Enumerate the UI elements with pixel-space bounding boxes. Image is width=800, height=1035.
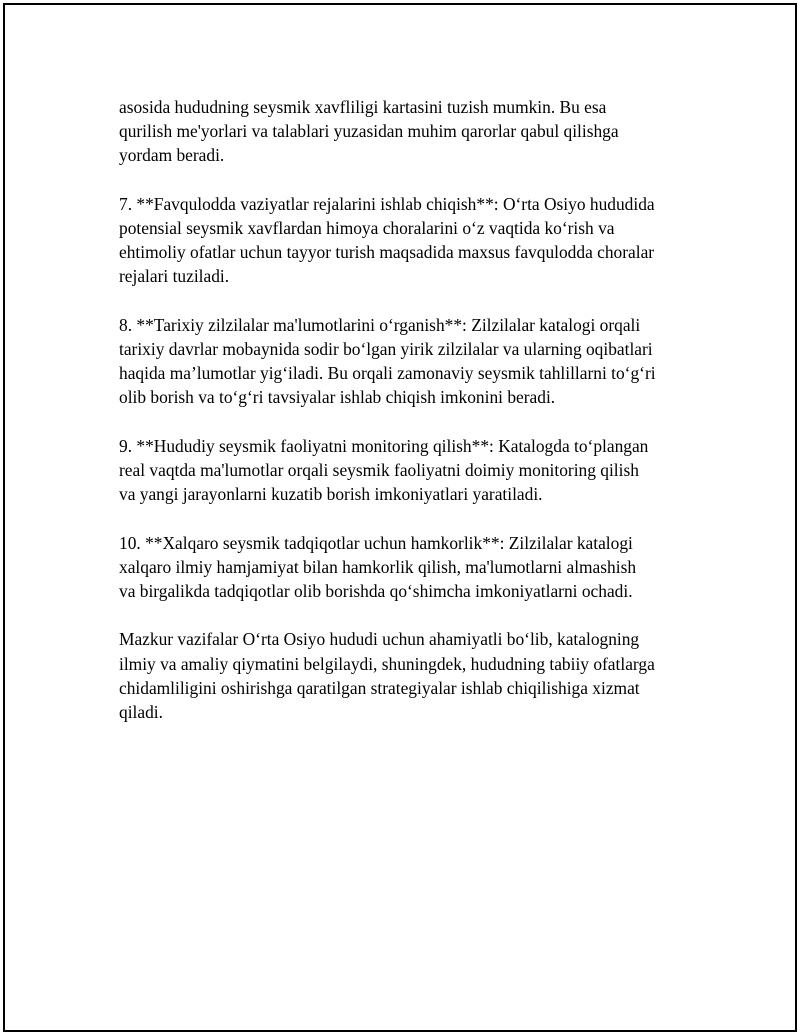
- paragraph-item-9: 9. **Hududiy seysmik faoliyatni monitoring qilish**: Katalogda to‘plangan real vaqtda ma'lumotlar orqali seysmik faoliyatni doimiy monitoring qilish va yangi jarayonlarni kuzatib borish imkoniyatlari yaratiladi.: [119, 435, 649, 505]
- paragraph-item-7: 7. **Favqulodda vaziyatlar rejalarini ishlab chiqish**: O‘rta Osiyo hududida potensial seysmik xavflardan himoya choralarini o‘z vaqtida ko‘rish va ehtimoliy ofatlar uchun tayyor turish maqsadida maxsus favqulodda choralar rejalari tuziladi.: [119, 193, 655, 287]
- paragraph-item-10: 10. **Xalqaro seysmik tadqiqotlar uchun hamkorlik**: Zilzilalar katalogi xalqaro ilmiy hamjamiyat bilan hamkorlik qilish, ma'lumotlarni almashish va birgalikda tadqiqotlar olib borishda qo‘shimcha imkoniyatlarni ochadi.: [119, 532, 637, 601]
- paragraph-intro-continuation: asosida hududning seysmik xavfliligi kartasini tuzish mumkin. Bu esa qurilish me'yorlari va talablari yuzasidan muhim qarorlar qabul qilishga yordam beradi.: [119, 97, 619, 166]
- document-body: [119, 95, 709, 748]
- document-page: [3, 3, 797, 1032]
- paragraph-conclusion: Mazkur vazifalar O‘rta Osiyo hududi uchun ahamiyatli bo‘lib, katalogning ilmiy va amaliy qiymatini belgilaydi, shuningdek, hududning tabiiy ofatlarga chidamliligini oshirishga qaratilgan strategiyalar ishlab chiqilishiga xizmat qiladi.: [119, 629, 655, 722]
- paragraph-item-8: 8. **Tarixiy zilzilalar ma'lumotlarini o‘rganish**: Zilzilalar katalogi orqali tarixiy davrlar mobaynida sodir bo‘lgan yirik zilzilalar va ularning oqibatlari haqida ma’lumotlar yig‘iladi. Bu orqali zamonaviy seysmik tahlillarni to‘g‘ri olib borish va to‘g‘ri tavsiyalar ishlab chiqish imkonini beradi.: [119, 314, 656, 408]
